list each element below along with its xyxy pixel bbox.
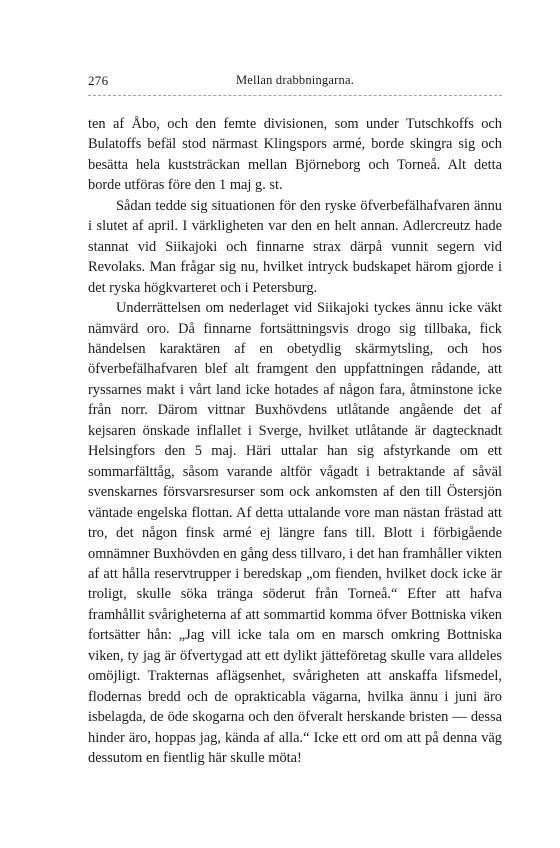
running-title: Mellan drabbningarna. <box>235 73 355 87</box>
paragraph: Sådan tedde sig situationen för den ryske öfverbefälhafvaren ännu i slutet af april. I värkligheten var den en helt annan. Adlercreutz hade stannat vid Siikajoki och finnarne strax därpå vunnit segern vid Revolaks. Man frågar sig nu, hvilket intryck budskapet härom gjorde i det ryska högkvarteret och i Petersburg. <box>88 197 502 296</box>
paragraph: Underrättelsen om nederlaget vid Siikajoki tyckes ännu icke väkt nämvärd oro. Då finnarne fortsättningsvis drogo sig tillbaka, fick händelsen karaktären af en obetydlig skärmytsling, och hos öfverbefälhafvaren blef alt framgent den uppfattningen rådande, att ryssarnes makt i vårt land icke hotades af någon fara, åtminstone icke från norr. Därom vittnar Buxhövdens utlåtande angående det af kejsaren önskade inflallet i Sverge, hvilket utlåtande är dagtecknadt Helsingfors den 5 maj. Häri uttalar han sig afstyrkande om ett sommarfälttåg, såsom varande altför vågadt i betraktande af såväl svenskarnes försvarsresurser som ock ankomsten af den till Östersjön väntade engelska flottan. Af detta uttalande vore man nästan frästad att tro, det någon finsk armé ej längre fans till. Blott i förbigående omnämner Buxhövden en gång dess tillvaro, i det han framhåller vikten af att hålla reservtrupper i beredskap „om fienden, hvilket dock icke är troligt, skulle söka tränga söderut från Torneå.“ Efter att hafva framhållit svårigheterna af att sommartid komma öfver Bottniska viken fortsätter hån: „Jag vill icke tala om en marsch omkring Bottniska viken, ty jag är öfvertygad att ett dylikt jätteföretag skulle vara alldeles omöjligt. Trakternas aflägsenhet, svårigheten att anskaffa lifsmedel, flodernas bredd och de oprakticabla vägarna, hvilka ännu i juni äro isbelagda, de öde skogarna och den öfveralt herskande bristen — dessa hinder äro, hoppas jag, kända af alla.“ Icke ett ord om att på denna väg dessutom en fientlig här skulle möta! <box>88 300 502 767</box>
page-number: 276 <box>88 73 109 88</box>
header-rule <box>88 95 502 96</box>
running-head <box>88 73 502 93</box>
body-text <box>88 114 502 769</box>
paragraph: ten af Åbo, och den femte divisionen, som under Tutschkoffs och Bulatoffs befäl stod närmast Klingspors armé, borde skingra sig och besätta hela kuststräckan mellan Björneborg och Torneå. Alt detta borde utföras före den 1 maj g. st. <box>88 116 502 194</box>
